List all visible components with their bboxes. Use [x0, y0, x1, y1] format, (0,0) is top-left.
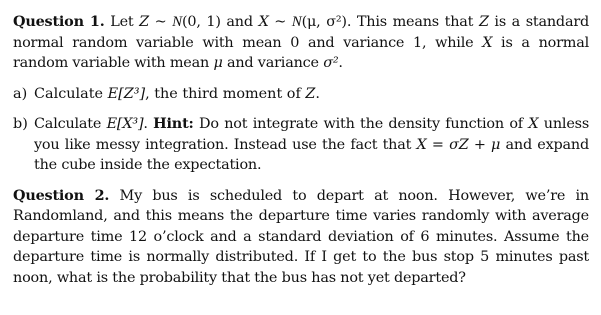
part-b-hint-label: Hint:	[153, 115, 194, 132]
question-2-heading: Question 2.	[13, 186, 110, 204]
part-b-text	[34, 114, 589, 176]
question-1-mu: μ	[213, 55, 223, 71]
question-1-sentence-2-part-1: . This means that	[346, 14, 479, 30]
normal-distribution-symbol-2: N	[291, 14, 302, 30]
part-b-after-expectation: .	[143, 116, 154, 132]
part-a-variable: Z	[305, 85, 316, 102]
part-a-text	[34, 84, 589, 105]
normal-params-1: (0, 1)	[181, 14, 221, 30]
question-1-sim-1: ~	[148, 14, 173, 30]
question-1-sentence-2-end: .	[338, 55, 343, 71]
part-a-expectation: E[Z³]	[107, 85, 146, 102]
question-1-z-variable: Z	[139, 14, 149, 30]
question-1-sim-2: ~	[268, 14, 292, 30]
question-1-sentence-2-part-3: is a normal random variable with mean	[13, 34, 590, 71]
part-b-expectation: E[X³]	[106, 116, 144, 132]
part-b-row	[13, 114, 589, 176]
question-2	[13, 186, 589, 289]
question-1-sigma-squared: σ²	[323, 55, 339, 71]
normal-params-2: (μ, σ²)	[301, 14, 347, 30]
question-1-sentence-2-part-4: and variance	[222, 55, 324, 71]
part-b-label: b)	[13, 116, 28, 132]
part-b-hint-text-2: unless you like messy integration. Instead use the fact that	[34, 116, 590, 153]
question-1	[13, 12, 589, 74]
question-1-sentence-2-part-2: is a standard normal random variable with mean 0 and variance 1, while	[13, 14, 590, 51]
question-1-heading: Question 1.	[13, 13, 105, 30]
part-a-label: a)	[13, 85, 28, 102]
part-b-x-variable: X	[528, 116, 539, 132]
normal-distribution-symbol-1: N	[172, 14, 182, 30]
part-a	[13, 84, 589, 105]
part-b-hint-text-1: Do not integrate with the density function of	[193, 116, 529, 132]
part-b-prefix: Calculate	[34, 116, 107, 132]
part-a-prefix: Calculate	[34, 85, 108, 102]
part-b	[13, 114, 589, 176]
part-b-formula: X = σZ + μ	[416, 136, 501, 153]
question-1-z-variable-2: Z	[478, 14, 489, 30]
part-a-row	[13, 84, 589, 105]
part-b-hint-text-3: and expand the cube inside the expectation.	[34, 136, 589, 173]
part-a-suffix: , the third moment of	[145, 85, 306, 102]
question-2-text: My bus is scheduled to depart at noon. However, we’re in Randomland, and this means the departure time varies randomly with average departure time 12 o’clock and a standard deviation of 6 minutes. Assume the departure time is normally distributed. If I get to the bus stop 5 minutes past noon, what is the probability that the bus has not yet departed?	[13, 187, 589, 286]
question-1-and: and	[220, 14, 259, 30]
question-1-x-variable: X	[258, 14, 269, 30]
question-1-parts	[13, 84, 589, 176]
question-1-intro-prefix: Let	[110, 14, 134, 30]
question-1-x-variable-2: X	[482, 34, 493, 51]
part-a-end: .	[315, 85, 320, 102]
